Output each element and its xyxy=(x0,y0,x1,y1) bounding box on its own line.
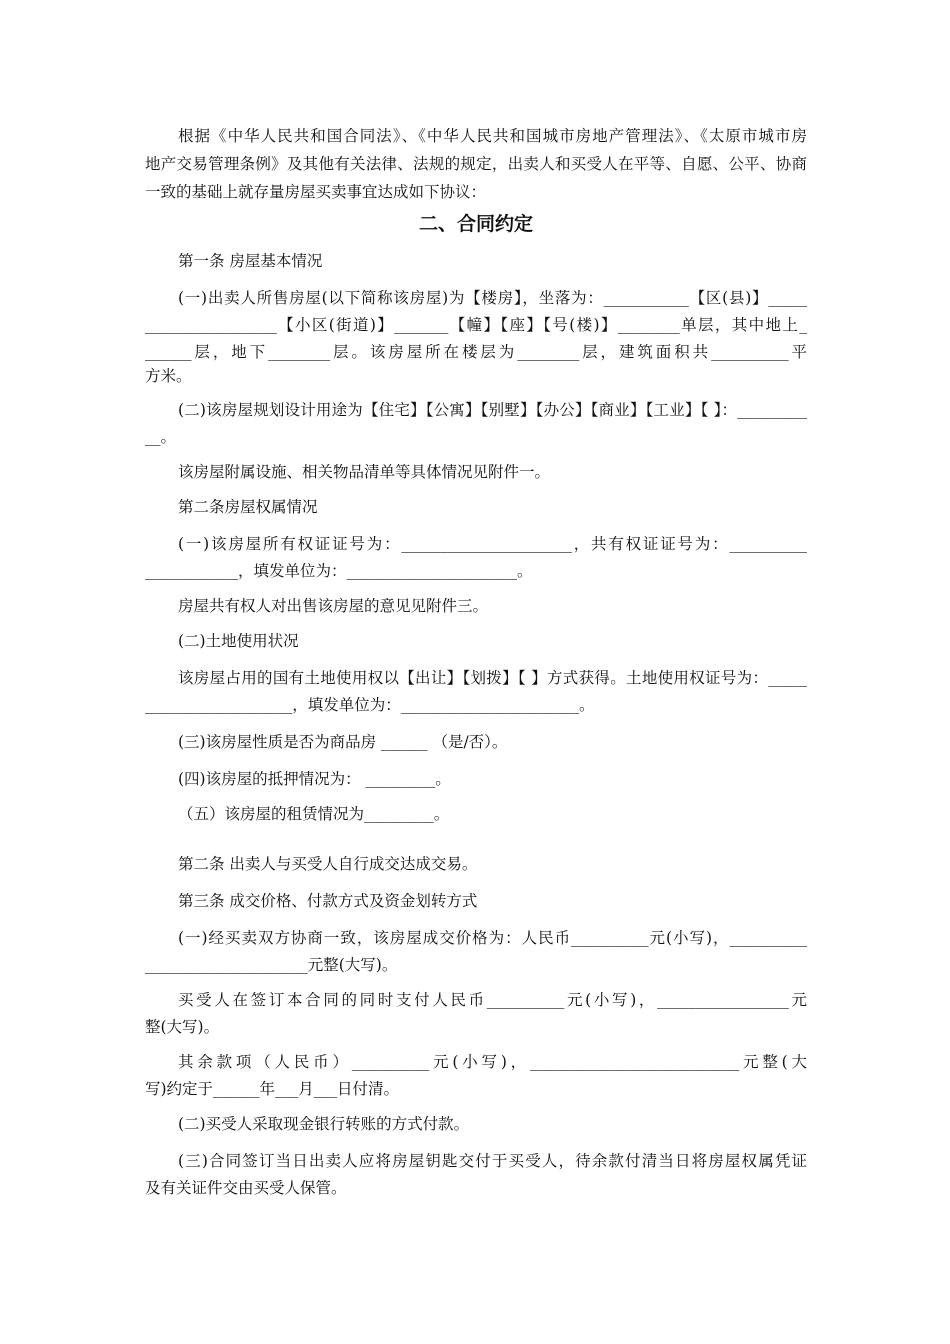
article-2b-title: 第二条 出卖人与买受人自行成交达成交易。 xyxy=(178,855,478,873)
section-heading: 二、合同约定 xyxy=(418,213,533,235)
article-2-p2: 房屋共有权人对出售该房屋的意见见附件三。 xyxy=(178,597,489,615)
article-1-p1-line-4: 方米。 xyxy=(145,367,192,385)
article-1-p3: 该房屋附属设施、相关物品清单等具体情况见附件一。 xyxy=(178,463,551,481)
article-3-title: 第三条 成交价格、付款方式及资金划转方式 xyxy=(178,892,478,910)
article-3-p3-line-2: 写)约定于______年___月___日付清。 xyxy=(145,1080,400,1098)
article-2-title: 第二条房屋权属情况 xyxy=(178,498,318,516)
article-1-p1-line-2: _________________【小区(街道)】_______【幢】【座】【号(楼)】________单层，其中地上_ xyxy=(145,316,807,334)
article-2-p7: （五）该房屋的租赁情况为_________。 xyxy=(178,805,450,823)
article-2-p1-line-1: (一)该房屋所有权证证号为：______________________，共有权证证号为：__________ xyxy=(178,535,807,553)
intro-line-2: 地产交易管理条例》及其他有关法律、法规的规定，出卖人和买受人在平等、自愿、公平、协商 xyxy=(145,155,807,173)
article-1-p2-line-1: (二)该房屋规划设计用途为【住宅】【公寓】【别墅】【办公】【商业】【工业】【 】：_________ xyxy=(178,401,807,419)
article-3-p5-line-1: (三)合同签订当日出卖人应将房屋钥匙交付于买受人，待余款付清当日将房屋权属凭证 xyxy=(178,1152,807,1170)
article-1-title: 第一条 房屋基本情况 xyxy=(178,252,323,270)
article-2-p5: (三)该房屋性质是否为商品房 ______ （是/否）。 xyxy=(178,733,508,751)
article-1-p1-line-3: ______层，地下________层。该房屋所在楼层为________层，建筑面积共__________平 xyxy=(145,343,807,361)
article-1-p2-line-2: __。 xyxy=(145,428,177,446)
article-2-p6: (四)该房屋的抵押情况为： _________。 xyxy=(178,770,451,788)
article-3-p5-line-2: 及有关证件交由买受人保管。 xyxy=(145,1179,347,1197)
article-3-p2-line-1: 买受人在签订本合同的同时支付人民币__________元(小写)，_________________元 xyxy=(178,991,807,1009)
article-1-p1-line-1: (一)出卖人所售房屋(以下简称该房屋)为【楼房】，坐落为：___________【区(县)】_____ xyxy=(178,289,807,307)
article-3-p1-line-2: _____________________元整(大写)。 xyxy=(145,956,398,974)
intro-line-3: 一致的基础上就存量房屋买卖事宜达成如下协议： xyxy=(145,183,487,201)
article-3-p4: (二)买受人采取现金银行转账的方式付款。 xyxy=(178,1115,470,1133)
article-2-p1-line-2: ____________，填发单位为：______________________。 xyxy=(145,562,533,580)
intro-line-1: 根据《中华人民共和国合同法》、《中华人民共和国城市房地产管理法》、《太原市城市房 xyxy=(178,127,807,145)
article-3-p2-line-2: 整(大写)。 xyxy=(145,1018,220,1036)
article-2-p4-line-1: 该房屋占用的国有土地使用权以【出让】【划拨】【 】方式获得。土地使用权证号为：_____ xyxy=(178,669,807,687)
article-3-p1-line-1: (一)经买卖双方协商一致，该房屋成交价格为：人民币__________元(小写)，__________ xyxy=(178,929,807,947)
article-2-p3: (二)土地使用状况 xyxy=(178,632,299,650)
article-2-p4-line-2: ___________________，填发单位为：_______________________。 xyxy=(145,696,595,714)
article-3-p3-line-1: 其余款项（人民币）__________元(小写)，___________________________元整(大 xyxy=(178,1053,807,1071)
